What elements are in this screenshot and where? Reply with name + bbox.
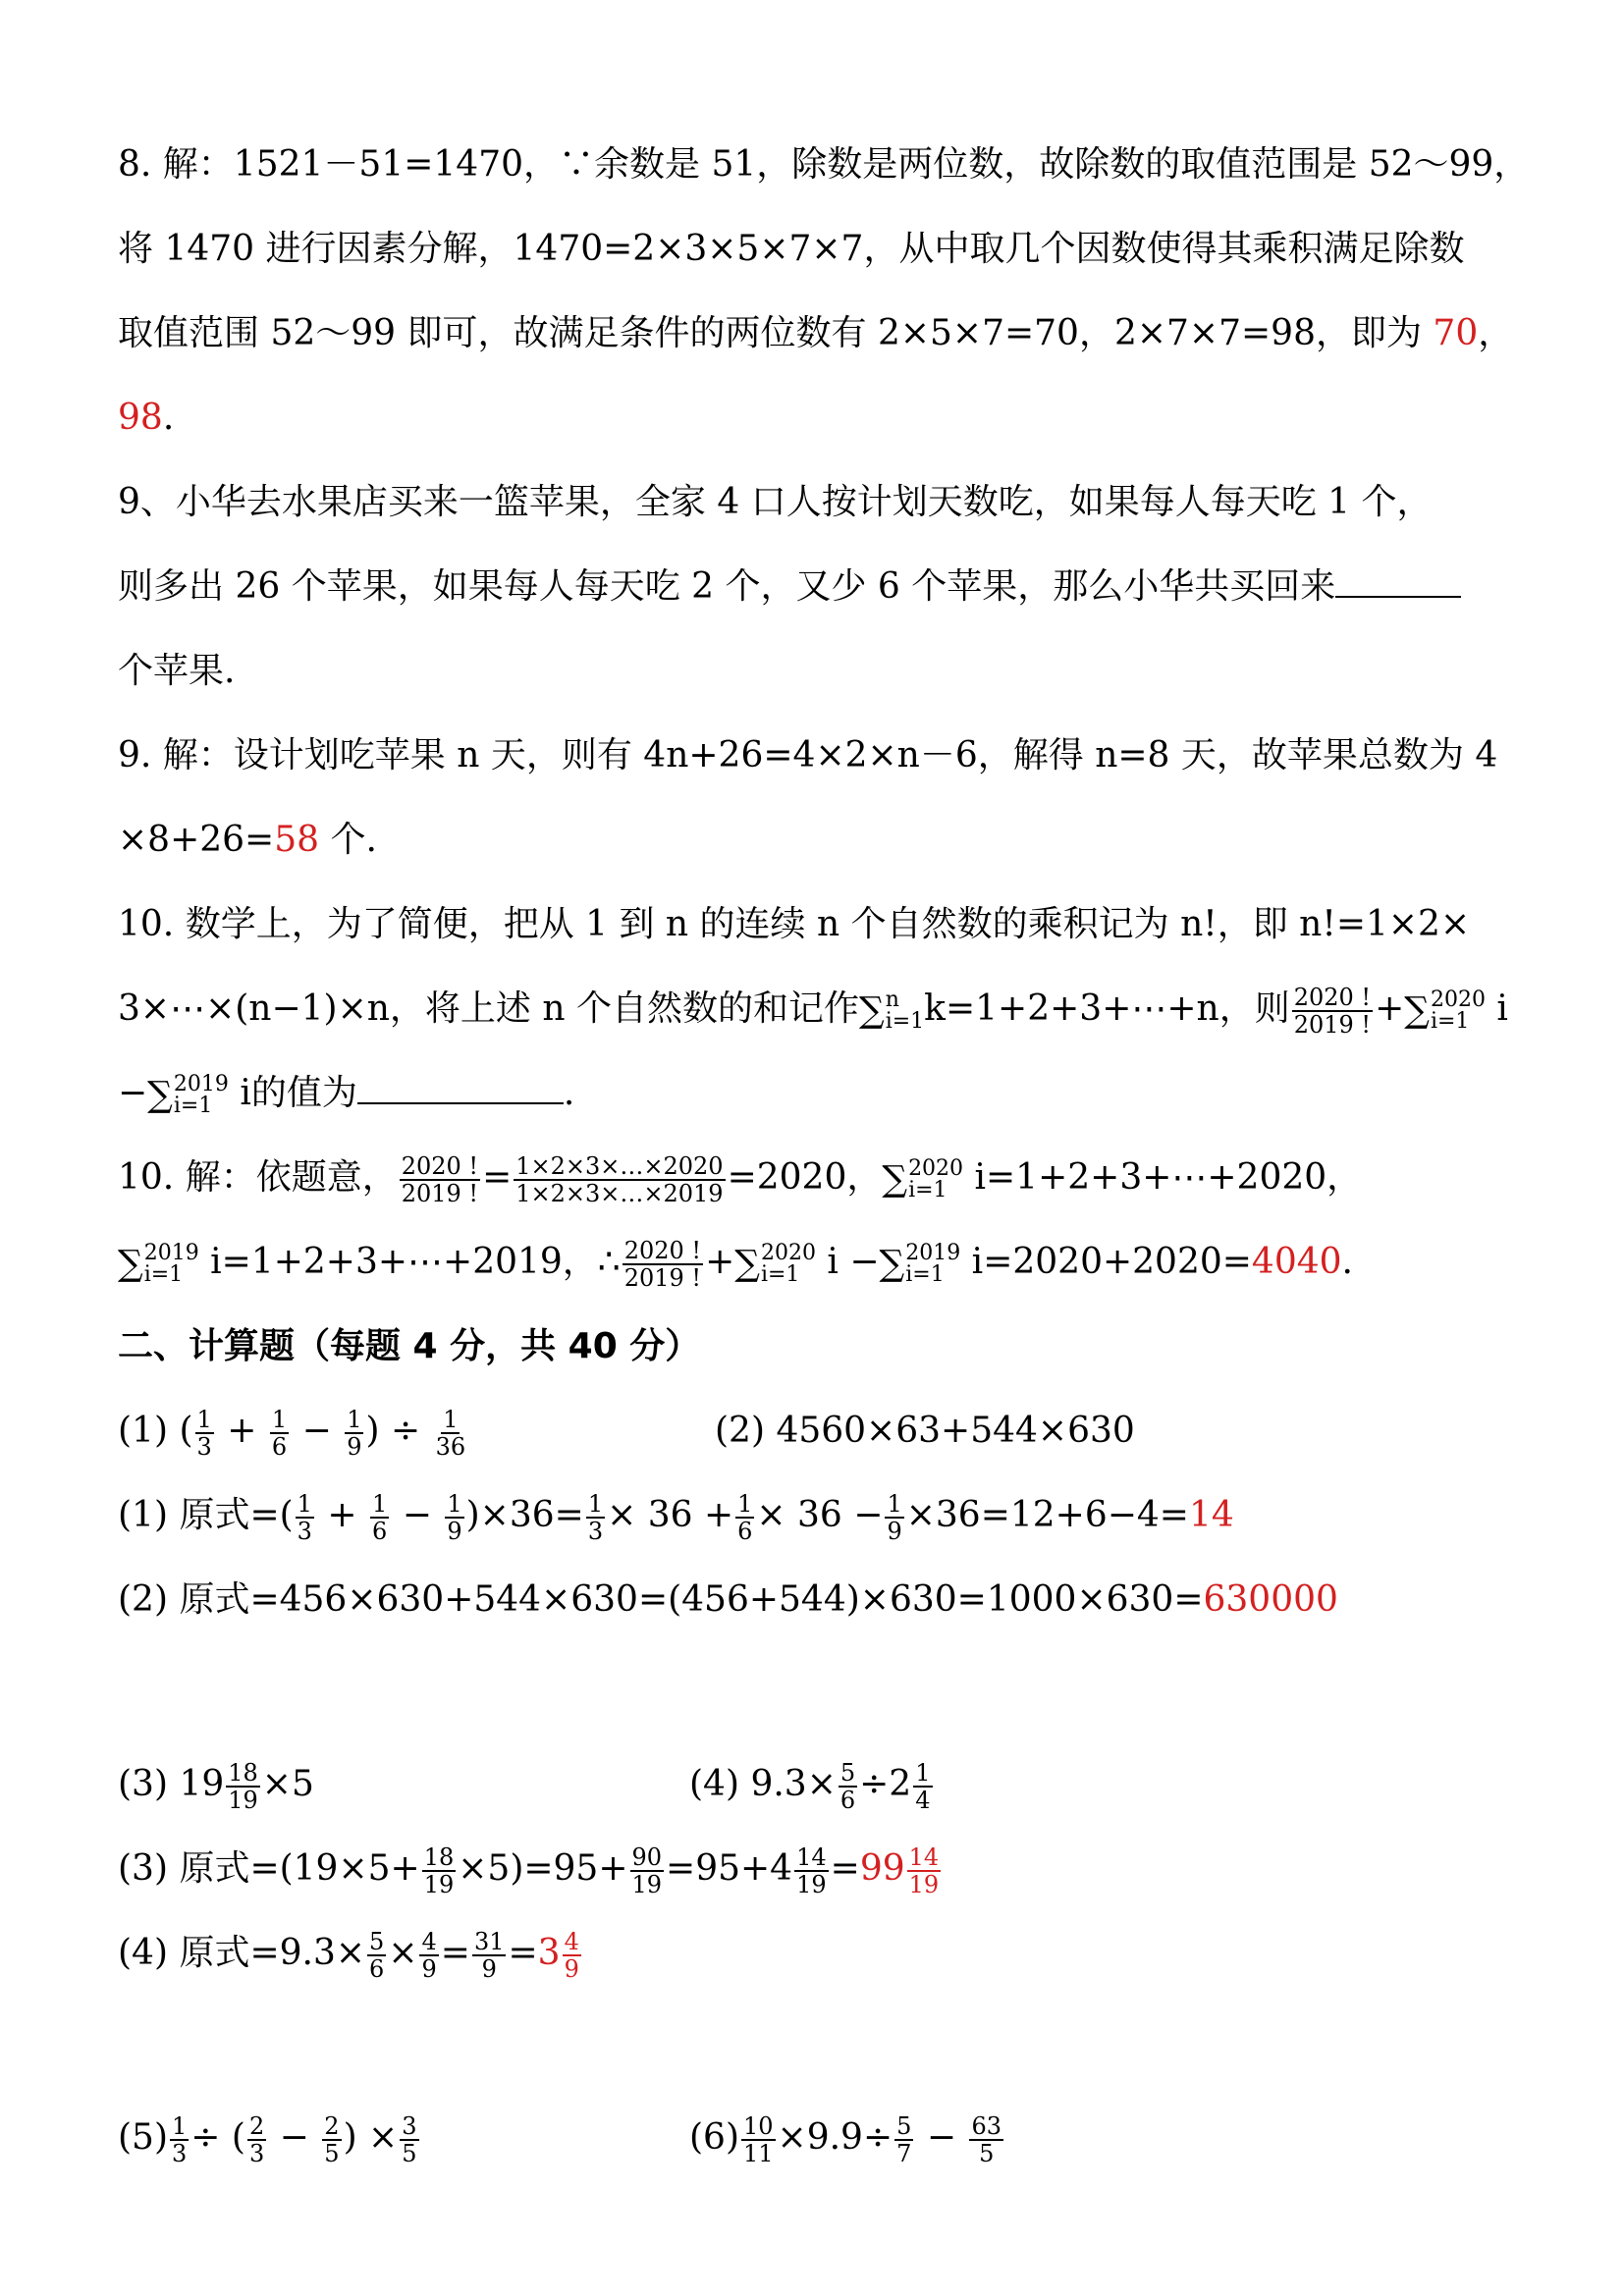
fraction [839,1760,857,1813]
fraction [400,2113,418,2166]
text: ÷2 [859,1764,912,1804]
denominator: 3 [587,1518,604,1545]
denominator: 5 [402,2140,417,2167]
fraction [623,1238,703,1291]
fraction [370,1491,389,1544]
text: (3) 原式=(19×5+ [118,1848,420,1889]
denominator: 11 [743,2140,774,2167]
denominator: 2019 ! [401,1180,479,1207]
text: 则多出 26 个苹果，如果每人每天吃 2 个，又少 6 个苹果，那么小华共买回来 [118,566,1336,607]
sum-lower: i=1 [905,1262,945,1287]
text: i=1+2+3+⋯+2020， [963,1157,1363,1198]
numerator: 1 [271,1406,288,1433]
text: ×8+26= [118,820,275,860]
numerator: 1 [196,1406,212,1433]
fraction [247,2113,266,2166]
fraction [400,1153,480,1206]
numerator: 1 [587,1490,604,1518]
fraction [472,1929,507,1982]
text: + [705,1242,735,1282]
sum-lower: i=1 [885,1009,925,1034]
text: 将 1470 进行因素分解，1470=2×3×5×7×7，从中取几个因数使得其乘积满足除数 [118,229,1465,269]
fraction [794,1844,829,1897]
numerator: 4 [421,1928,437,1955]
fraction [226,1760,260,1813]
text: (2) 4560×63+544×630 [715,1411,1135,1451]
numerator: 1 [915,1759,931,1787]
numerator: 5 [896,2112,912,2140]
text: i=2020+2020= [960,1242,1252,1282]
text: = [508,1933,538,1973]
sum-symbol: ∑ 2020 i=1 [882,1156,964,1202]
denominator: 6 [372,1518,388,1545]
numerator: 1 [443,1406,459,1433]
text: . [563,1073,575,1113]
fraction [735,1491,754,1544]
solution-4 [118,1926,583,1982]
numerator: 1 [297,1490,312,1518]
denominator: 6 [839,1787,856,1814]
numerator: 1 [447,1490,462,1518]
text: (5) [118,2117,168,2158]
denominator: 3 [172,2140,188,2167]
problem-6 [689,2110,1005,2166]
text: 个. [319,820,377,860]
section-heading [118,1319,700,1374]
numerator: 14 [908,1843,940,1871]
q8-solution-line-3 [118,306,1513,361]
answer-whole: 99 [859,1848,905,1889]
answer-blank [1335,566,1461,598]
q8-solution-line-2 [118,222,1464,277]
text: (6) [689,2117,739,2158]
q9-line-2 [118,560,1461,614]
answer-fraction [563,1929,581,1982]
answer-14: 14 [1188,1495,1234,1535]
text: 取值范围 52～99 即可，故满足条件的两位数有 2×5×7=70，2×7×7=98，即为 [118,313,1434,353]
fraction [586,1491,605,1544]
text: ， [1478,313,1514,353]
numerator: 63 [971,2112,1002,2140]
sum-symbol: ∑ 2019 i=1 [147,1072,229,1118]
numerator: 2020 ! [1293,984,1372,1011]
text: (1) [118,1411,168,1451]
text: × 36 + [607,1495,734,1535]
problem-2 [715,1404,1135,1459]
sum-upper: 2020 [1430,988,1486,1012]
denominator: 6 [369,1955,385,1983]
answer-fraction [907,1844,942,1897]
text: ×9.9÷ [777,2117,893,2158]
text: k=1+2+3+⋯+n，则 [924,988,1290,1029]
fraction [422,1844,457,1897]
numerator: 4 [564,1928,579,1955]
text: 10. 解：依题意， [118,1157,398,1198]
text: ) × [343,2117,399,2158]
sum-lower: i=1 [1430,1009,1470,1034]
text: 10. 数学上，为了简便，把从 1 到 n 的连续 n 个自然数的乘积记为 n!，即 n!=1×2× [118,904,1471,944]
q9-solution-line-1 [118,728,1497,783]
denominator: 5 [979,2140,995,2167]
text: =2020， [727,1157,883,1198]
text: × 36 − [756,1495,884,1535]
q10-solution-line-2 [118,1235,1353,1292]
numerator: 2 [324,2112,340,2140]
numerator: 31 [473,1928,505,1955]
answer-630000: 630000 [1203,1579,1338,1620]
text: . [1341,1242,1353,1282]
text: i的值为 [228,1073,357,1113]
sum-lower: i=1 [908,1178,947,1202]
q9-solution-line-2 [118,813,377,868]
denominator: 3 [297,1518,312,1545]
denominator: 9 [481,1955,497,1983]
numerator: 1 [887,1490,902,1518]
denominator: 9 [447,1518,462,1545]
numerator: 3 [402,2112,417,2140]
solution-1 [118,1488,1234,1544]
text: − [915,2117,968,2158]
sum-lower: i=1 [173,1094,213,1118]
fraction [270,1407,289,1460]
fraction [445,1491,463,1544]
numerator: 1×2×3×…×2020 [515,1152,724,1180]
text: × [388,1933,418,1973]
sum-symbol: ∑ 2019 i=1 [879,1241,961,1287]
fraction [367,1929,386,1982]
text: (4) 9.3× [689,1764,837,1804]
problem-5 [118,2110,421,2166]
sum-upper: 2019 [905,1241,961,1265]
solution-2 [118,1573,1338,1628]
fraction [322,2113,341,2166]
sum-upper: 2020 [908,1156,964,1181]
text: )×36= [465,1495,584,1535]
denominator: 1×2×3×…×2019 [515,1180,724,1207]
fraction [345,1407,363,1460]
numerator: 2020 ! [623,1237,702,1264]
denominator: 19 [631,1871,663,1898]
q10-line-3 [118,1066,574,1123]
fraction [630,1844,665,1897]
numerator: 1 [172,2112,188,2140]
denominator: 3 [196,1433,212,1461]
denominator: 9 [564,1955,579,1983]
text: i [1485,988,1508,1029]
text: i=1+2+3+⋯+2019，∴ [198,1242,621,1282]
fraction [296,1491,314,1544]
sum-upper: 2019 [173,1072,229,1096]
fraction [1292,985,1373,1038]
q8-solution-line-1 [118,137,1529,192]
text: = [440,1933,470,1973]
text: ) ÷ [365,1411,432,1451]
text: 二、计算题（每题 4 分，共 40 分） [118,1326,701,1366]
numerator: 5 [369,1928,385,1955]
text: ÷ ( [190,2117,245,2158]
fraction [434,1407,468,1460]
text: ( [179,1411,193,1451]
q10-line-1 [118,897,1470,952]
denominator: 19 [908,1871,940,1898]
fraction [419,1929,438,1982]
fraction [894,2113,913,2166]
denominator: 2019 ! [1293,1011,1372,1039]
text: 3×⋯×(n−1)×n，将上述 n 个自然数的和记作 [118,988,859,1029]
q9-line-1 [118,475,1433,530]
denominator: 6 [737,1518,753,1545]
text: ×5 [261,1764,314,1804]
text: − [391,1495,444,1535]
fraction [170,2113,189,2166]
sum-lower: i=1 [760,1262,800,1287]
numerator: 90 [631,1843,663,1871]
fraction [195,1407,214,1460]
answer-4040: 4040 [1251,1242,1342,1282]
denominator: 5 [324,2140,340,2167]
denominator: 6 [271,1433,288,1461]
sum-symbol: ∑ 2020 i=1 [1404,988,1486,1034]
answer-blank [357,1073,564,1104]
numerator: 5 [839,1759,856,1787]
numerator: 2 [248,2112,265,2140]
denominator: 36 [435,1433,466,1461]
numerator: 2020 ! [401,1152,479,1180]
numerator: 18 [228,1759,258,1787]
text: − [291,1411,344,1451]
sum-symbol: ∑ n i=1 [859,988,925,1034]
answer-whole: 3 [537,1933,561,1973]
text: + [1375,988,1405,1029]
text: i − [815,1242,880,1282]
fraction [885,1491,903,1544]
text: 9. 解：设计划吃苹果 n 天，则有 4n+26=4×2×n－6，解得 n=8 天，故苹果总数为 4 [118,735,1498,775]
text: (1) 原式=( [118,1495,294,1535]
sum-upper: n [885,988,899,1012]
fraction [514,1153,725,1206]
sum-lower: i=1 [143,1262,184,1287]
sum-symbol: ∑ 2019 i=1 [118,1241,199,1287]
text: − [118,1073,148,1113]
numerator: 1 [737,1490,753,1518]
text: = [830,1848,860,1889]
numerator: 14 [796,1843,827,1871]
text: + [315,1495,368,1535]
answer-98: 98 [118,398,163,438]
denominator: 7 [896,2140,912,2167]
denominator: 2019 ! [623,1264,702,1292]
numerator: 10 [743,2112,774,2140]
q10-solution-line-1 [118,1150,1362,1207]
q8-solution-line-4 [118,391,174,446]
denominator: 19 [796,1871,827,1898]
text: − [268,2117,321,2158]
denominator: 4 [915,1787,931,1814]
text: 个苹果. [118,651,236,691]
answer-58: 58 [274,820,320,860]
text: + [215,1411,268,1451]
q9-line-3 [118,644,235,699]
denominator: 3 [248,2140,265,2167]
denominator: 9 [421,1955,437,1983]
sum-upper: 2020 [760,1241,816,1265]
fraction [969,2113,1003,2166]
text: ×5)=95+ [458,1848,628,1889]
problem-1 [118,1404,469,1460]
text: (3) 19 [118,1764,225,1804]
text: ×36=12+6−4= [905,1495,1189,1535]
problem-3 [118,1757,314,1813]
sum-symbol: ∑ 2020 i=1 [734,1241,816,1287]
answer-70: 70 [1433,313,1479,353]
solution-3 [118,1842,943,1897]
numerator: 1 [372,1490,388,1518]
q10-line-2 [118,982,1508,1039]
denominator: 9 [347,1433,362,1461]
fraction [741,2113,776,2166]
text: (2) 原式=456×630+544×630=(456+544)×630=1000×630= [118,1579,1204,1620]
problem-4 [689,1757,935,1813]
text: (4) 原式=9.3× [118,1933,366,1973]
text: . [162,398,175,438]
numerator: 18 [423,1843,455,1871]
text: =95+4 [666,1848,793,1889]
sum-upper: 2019 [143,1241,199,1265]
fraction [913,1760,932,1813]
text: = [482,1157,513,1198]
text: 8. 解：1521－51=1470，∵余数是 51，除数是两位数，故除数的取值范围是 52～99， [118,144,1530,185]
denominator: 19 [423,1871,455,1898]
text: 9、小华去水果店买来一篮苹果，全家 4 口人按计划天数吃，如果每人每天吃 1 个， [118,482,1433,522]
denominator: 19 [228,1787,258,1814]
denominator: 9 [887,1518,902,1545]
numerator: 1 [347,1406,362,1433]
